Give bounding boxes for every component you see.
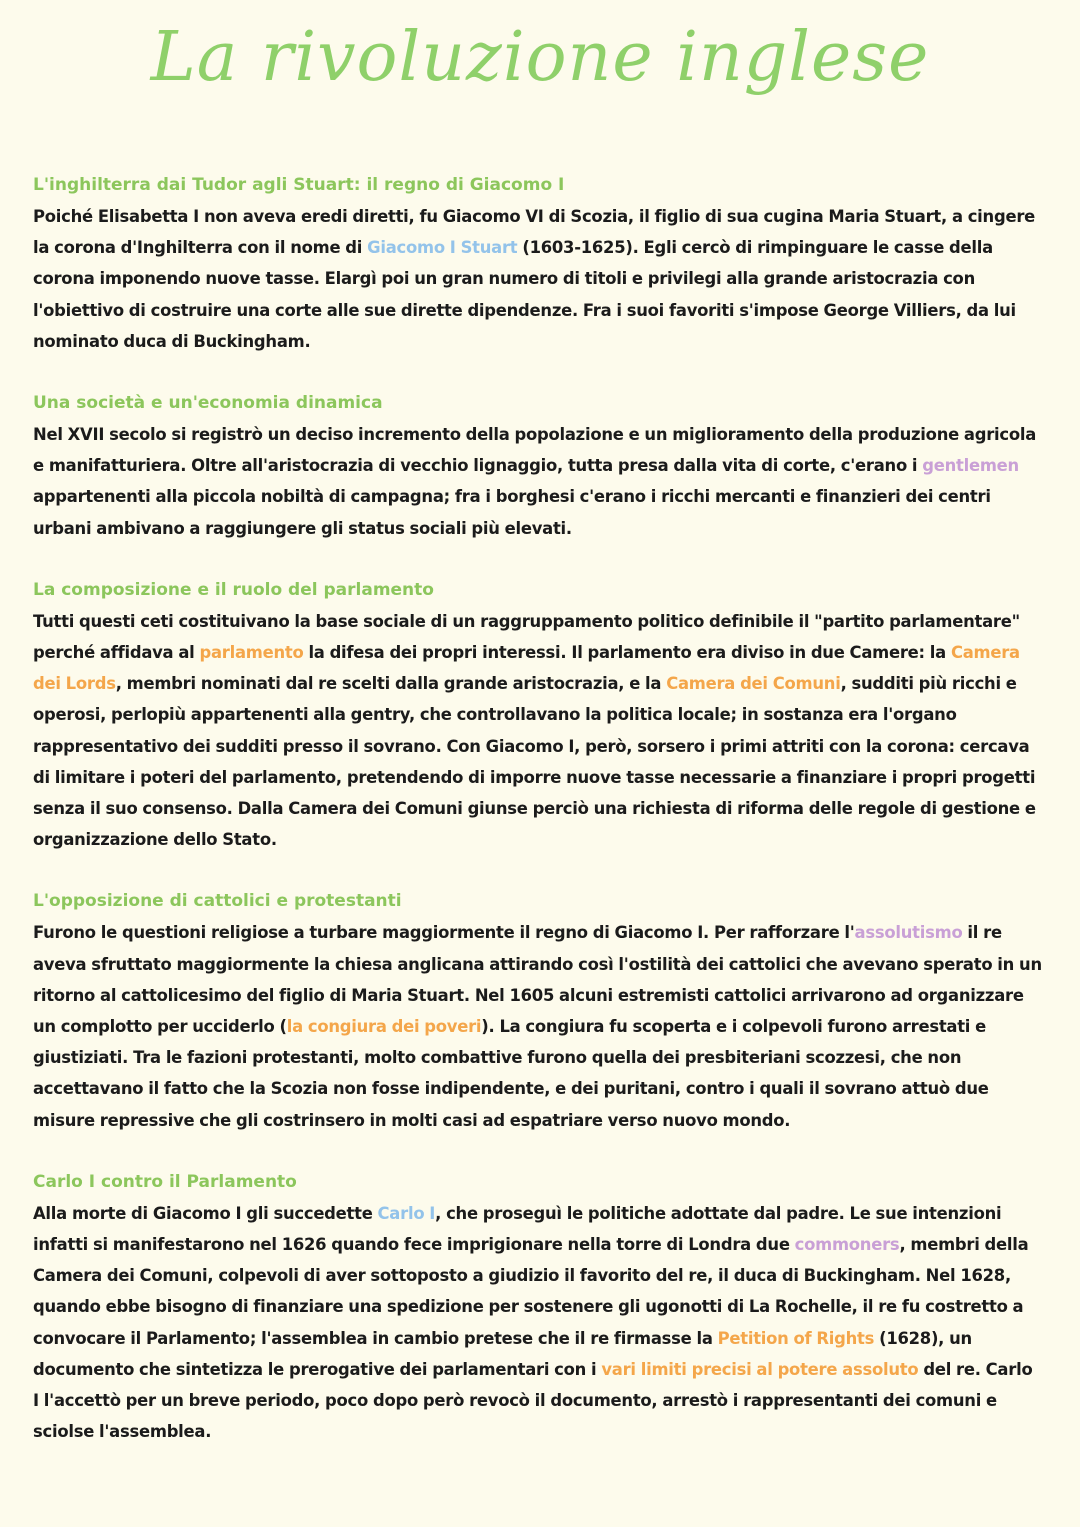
- highlight-term: commoners: [794, 1235, 900, 1255]
- highlight-term: Carlo I: [377, 1203, 436, 1223]
- section-paragraph: [33, 606, 1043, 856]
- text-run: , membri nominati dal re scelti dalla grande aristocrazia, e la: [115, 674, 667, 694]
- section-heading: L'inghilterra dai Tudor agli Stuart: il regno di Giacomo I: [33, 175, 565, 195]
- text-run: la difesa dei propri interessi. Il parlamento era diviso in due Camere: la: [303, 643, 951, 663]
- text-run: appartenenti alla piccola nobiltà di campagna; fra i borghesi c'erano i ricchi mercanti e finanzieri dei centri urbani ambivano a raggiungere gli status sociali più elevati.: [33, 487, 991, 538]
- document-body: [33, 170, 1043, 1479]
- highlight-term: gentlemen: [922, 456, 1019, 476]
- section-heading: La composizione e il ruolo del parlamento: [33, 579, 434, 600]
- text-run: il re aveva sfruttato maggiormente la chiesa anglicana attirando così l'ostilità dei cattolici che avevano sperato in un ritorno al cattolicesimo del figlio di Maria Stuart. Nel 1605 alcuni estremisti cattolici arrivarono ad organizzare un complotto per ucciderlo (: [33, 923, 1042, 1037]
- section-heading: L'opposizione di cattolici e protestanti: [33, 891, 402, 912]
- text-run: Poiché Elisabetta I non aveva eredi diretti, fu Giacomo VI di Scozia, il figlio di sua cugina Maria Stuart, a cingere la corona d'Inghilterra con il nome di: [33, 207, 1036, 258]
- section-paragraph: [33, 1198, 1043, 1448]
- section-paragraph: [33, 917, 1043, 1135]
- highlight-term: la congiura dei poveri: [286, 1017, 482, 1037]
- highlight-term: parlamento: [199, 643, 304, 663]
- highlight-term: vari limiti precisi al potere assoluto: [601, 1359, 919, 1379]
- text-run: Alla morte di Giacomo I gli succedette: [33, 1203, 378, 1223]
- text-run: , che proseguì le politiche adottate dal padre. Le sue intenzioni infatti si manifestarono nel 1626 quando fece imprigionare nella torre di Londra due: [33, 1203, 1002, 1255]
- text-run: Nel XVII secolo si registrò un deciso incremento della popolazione e un miglioramento della produzione agricola e manifatturiera. Oltre all'aristocrazia di vecchio lignaggio, tutta presa dalla vita di corte, c'erano i: [33, 425, 1037, 476]
- text-run: ). La congiura fu scoperta e i colpevoli furono arrestati e giustiziati. Tra le fazioni protestanti, molto combattive furono quella dei presbiteriani scozzesi, che non accettavano il fatto che la Scozia non fosse indipendente, e dei puritani, contro i quali il sovrano attuò due misure repressive che gli costrinsero in molti casi ad espatriare verso nuovo mondo.: [33, 1017, 989, 1130]
- text-run: , sudditi più ricchi e operosi, perlopiù appartenenti alla gentry, che controllavano la politica locale; in sostanza era l'organo rappresentativo dei sudditi presso il sovrano. Con Giacomo I, però, sorsero i primi attriti con la corona: cercava di limitare i poteri del parlamento, pretendendo di imporre nuove tasse necessarie a finanziare i propri progetti senza il suo consenso. Dalla Camera dei Comuni giunse perciò una richiesta di riforma delle regole di gestione e organizzazione dello Stato.: [33, 674, 1036, 850]
- highlight-term: assolutismo: [854, 923, 963, 943]
- highlight-term: Petition of Rights: [717, 1328, 875, 1348]
- highlight-term: Camera dei Lords: [33, 643, 1020, 694]
- text-run: (1628), un documento che sintetizza le prerogative dei parlamentari con i: [33, 1328, 972, 1379]
- section-carlo-i: [33, 1167, 1043, 1448]
- text-run: del re. Carlo I l'accettò per un breve periodo, poco dopo però revocò il documento, arrestò i rappresentanti dei comuni e sciolse l'assemblea.: [33, 1359, 1033, 1442]
- section-giacomo-i: [33, 170, 1043, 357]
- section-paragraph: [33, 201, 1043, 357]
- text-run: , membri della Camera dei Comuni, colpevoli di aver sottoposto a giudizio il favorito del re, il duca di Buckingham. Nel 1628, quando ebbe bisogno di finanziare una spedizione per sostenere gli ugonotti di La Rochelle, il re fu costretto a convocare il Parlamento; l'assemblea in cambio pretese che il re firmasse la: [33, 1235, 1029, 1348]
- text-run: Furono le questioni religiose a turbare maggiormente il regno di Giacomo I. Per rafforzare l': [33, 923, 855, 943]
- section-societa-economia: [33, 388, 1043, 544]
- text-run: (1603-1625). Egli cercò di rimpinguare le casse della corona imponendo nuove tasse. Elargì poi un gran numero di titoli e privilegi alla grande aristocrazia con l'obiettivo di costruire una corte alle sue dirette dipendenze. Fra i suoi favoriti s'impose George Villiers, da lui nominato duca di Buckingham.: [33, 238, 1016, 351]
- section-parlamento: [33, 575, 1043, 856]
- page-title: La rivoluzione inglese: [150, 18, 930, 97]
- text-run: Tutti questi ceti costituivano la base sociale di un raggruppamento politico definibile il "partito parlamentare" perché affidava al: [33, 611, 1020, 663]
- section-paragraph: [33, 419, 1043, 544]
- section-heading: Una società e un'economia dinamica: [33, 393, 383, 414]
- section-heading: Carlo I contro il Parlamento: [33, 1171, 297, 1192]
- highlight-term: Camera dei Comuni: [666, 674, 841, 694]
- section-opposizione: [33, 886, 1043, 1135]
- highlight-term: Giacomo I Stuart: [367, 238, 518, 258]
